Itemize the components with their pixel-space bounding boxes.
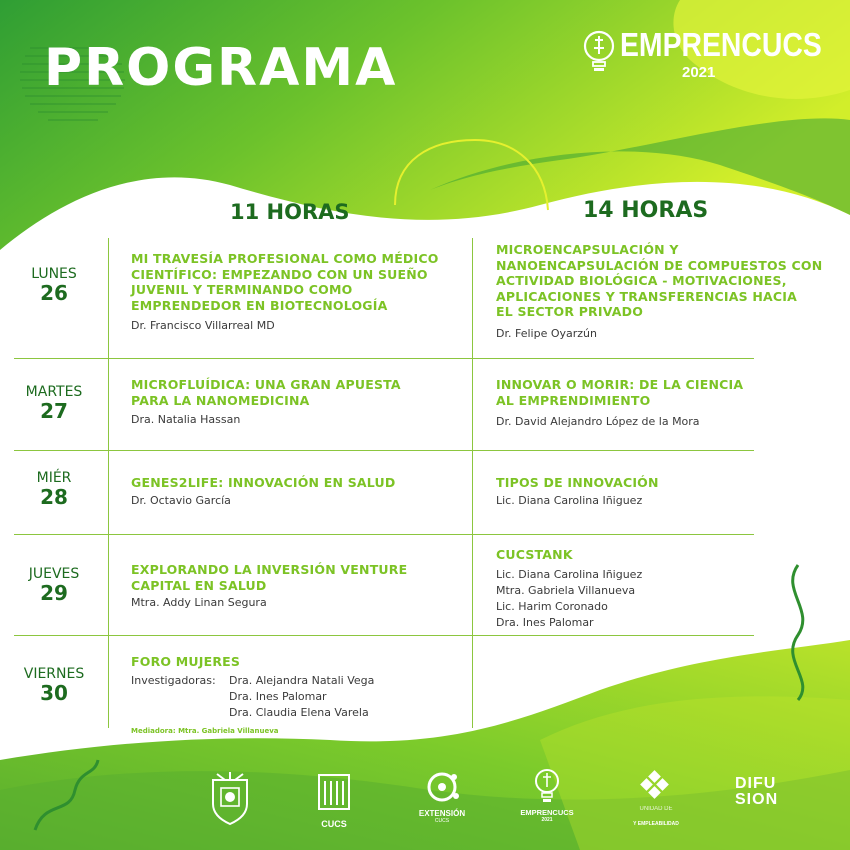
session-monday-11 bbox=[131, 251, 461, 334]
network-icon bbox=[412, 770, 472, 804]
day-name: LUNES bbox=[31, 266, 77, 282]
unidad-empleabilidad-logo bbox=[628, 770, 684, 826]
title-line: AL EMPRENDIMIENTO bbox=[496, 392, 651, 408]
difusion-line-1: DIFU bbox=[735, 775, 777, 792]
unidad-label: UNIDAD DE bbox=[639, 806, 673, 812]
day-wednesday bbox=[0, 470, 108, 508]
day-thursday bbox=[0, 566, 108, 604]
title-line: CUCSTANK bbox=[496, 547, 573, 562]
title-line: CAPITAL EN SALUD bbox=[131, 577, 267, 593]
emprencucs-year: 2021 bbox=[541, 817, 553, 823]
column-divider-middle bbox=[472, 238, 473, 728]
speaker: Dra. Ines Palomar bbox=[229, 689, 327, 703]
title-line: TIPOS DE INNOVACIÓN bbox=[496, 475, 659, 490]
speaker: Dr. Felipe Oyarzún bbox=[496, 326, 597, 340]
session-title bbox=[496, 242, 841, 320]
row-divider bbox=[14, 358, 754, 359]
row-divider bbox=[14, 534, 754, 535]
brand-name: EMPRENCUCS bbox=[620, 26, 822, 63]
session-monday-14 bbox=[496, 242, 841, 342]
difusion-logo bbox=[735, 776, 789, 826]
title-line: JUVENIL Y TERMINANDO COMO bbox=[131, 282, 353, 297]
title-line: FORO MUJERES bbox=[131, 654, 241, 669]
day-monday bbox=[0, 266, 108, 304]
title-line: APLICACIONES Y TRANSFERENCIAS HACIA bbox=[496, 288, 797, 304]
cucs-logo bbox=[316, 773, 352, 829]
title-line: PARA LA NANOMEDICINA bbox=[131, 392, 310, 408]
speaker: Dra. Natalia Hassan bbox=[131, 413, 241, 426]
title-line: GENES2LIFE: INNOVACIÓN EN SALUD bbox=[131, 475, 396, 490]
title-line: MICROENCAPSULACIÓN Y bbox=[496, 242, 679, 257]
session-title bbox=[496, 547, 841, 563]
speaker: Dr. Octavio García bbox=[131, 493, 231, 507]
moderator-note: Mediadora: Mtra. Gabriela Villanueva bbox=[131, 727, 279, 735]
day-date: 30 bbox=[40, 681, 68, 705]
session-thursday-14 bbox=[496, 547, 841, 631]
session-wednesday-14 bbox=[496, 475, 841, 509]
speaker: Lic. Harim Coronado bbox=[496, 599, 608, 613]
speaker: Dra. Alejandra Natali Vega bbox=[229, 673, 375, 687]
title-line: EMPRENDEDOR EN BIOTECNOLOGÍA bbox=[131, 297, 388, 313]
speaker: Mtra. Gabriela Villanueva bbox=[496, 583, 636, 597]
speaker-list bbox=[496, 567, 841, 631]
day-friday bbox=[0, 666, 108, 704]
speaker-list bbox=[131, 673, 461, 725]
title-line: MICROFLUÍDICA: UNA GRAN APUESTA bbox=[131, 377, 401, 392]
extension-label: EXTENSIÓN bbox=[418, 809, 466, 818]
shield-icon bbox=[205, 770, 255, 826]
session-wednesday-11 bbox=[131, 475, 461, 509]
emprencucs-label: EMPRENCUCS bbox=[520, 808, 574, 817]
day-name: MIÉR bbox=[36, 470, 72, 486]
row-divider bbox=[14, 450, 754, 451]
title-line: ACTIVIDAD BIOLÓGICA - MOTIVACIONES, bbox=[496, 273, 787, 288]
title-line: MI TRAVESÍA PROFESIONAL COMO MÉDICO bbox=[131, 251, 439, 266]
page-title: PROGRAMA bbox=[44, 38, 398, 98]
extension-sub: CUCS bbox=[434, 818, 450, 824]
session-tuesday-14 bbox=[496, 377, 841, 430]
udg-shield-logo bbox=[205, 770, 255, 826]
session-title bbox=[131, 251, 461, 313]
empleabilidad-label: Y EMPLEABILIDAD bbox=[633, 821, 679, 827]
day-date: 27 bbox=[40, 399, 68, 423]
speaker: Dr. David Alejandro López de la Mora bbox=[496, 415, 700, 428]
day-tuesday bbox=[0, 384, 108, 422]
session-friday-11 bbox=[131, 654, 461, 725]
emprencucs-logo bbox=[582, 24, 822, 84]
lightbulb-icon bbox=[582, 28, 616, 78]
session-title bbox=[131, 377, 461, 408]
speakers-label: Investigadoras: bbox=[131, 673, 216, 687]
title-line: NANOENCAPSULACIÓN DE COMPUESTOS CON bbox=[496, 257, 823, 273]
lightbulb-icon bbox=[516, 766, 578, 804]
day-date: 28 bbox=[40, 485, 68, 509]
speaker: Mtra. Addy Linan Segura bbox=[131, 596, 267, 609]
diamond-pattern-icon bbox=[628, 770, 684, 800]
emprencucs-footer-logo bbox=[516, 766, 578, 828]
session-title bbox=[496, 377, 841, 408]
title-line: INNOVAR O MORIR: DE LA CIENCIA bbox=[496, 377, 744, 392]
cucs-label: CUCS bbox=[321, 819, 347, 829]
difusion-line-2: SION bbox=[735, 791, 779, 808]
speaker: Dra. Ines Palomar bbox=[496, 615, 594, 629]
session-thursday-11 bbox=[131, 562, 461, 611]
day-name: MARTES bbox=[25, 384, 83, 400]
column-divider-left bbox=[108, 238, 109, 728]
brand-year: 2021 bbox=[682, 64, 716, 81]
session-title bbox=[131, 562, 461, 593]
row-divider bbox=[14, 635, 754, 636]
column-header-14: 14 HORAS bbox=[583, 198, 709, 223]
speaker: Lic. Diana Carolina Iñiguez bbox=[496, 493, 643, 507]
session-title bbox=[131, 475, 461, 491]
session-title bbox=[496, 475, 841, 491]
speaker: Dra. Claudia Elena Varela bbox=[229, 705, 369, 719]
speaker: Lic. Diana Carolina Iñiguez bbox=[496, 567, 643, 581]
session-title bbox=[131, 654, 461, 670]
day-name: JUEVES bbox=[28, 566, 80, 582]
cucs-building-icon bbox=[316, 773, 352, 813]
extension-logo bbox=[412, 770, 472, 826]
day-name: VIERNES bbox=[23, 666, 85, 682]
column-header-11: 11 HORAS bbox=[230, 200, 350, 224]
session-tuesday-11 bbox=[131, 377, 461, 428]
title-line: EL SECTOR PRIVADO bbox=[496, 304, 644, 319]
day-date: 26 bbox=[40, 281, 68, 305]
title-line: CIENTÍFICO: EMPEZANDO CON UN SUEÑO bbox=[131, 266, 428, 282]
speaker: Dr. Francisco Villarreal MD bbox=[131, 319, 275, 332]
day-date: 29 bbox=[40, 581, 68, 605]
title-line: EXPLORANDO LA INVERSIÓN VENTURE bbox=[131, 562, 408, 577]
